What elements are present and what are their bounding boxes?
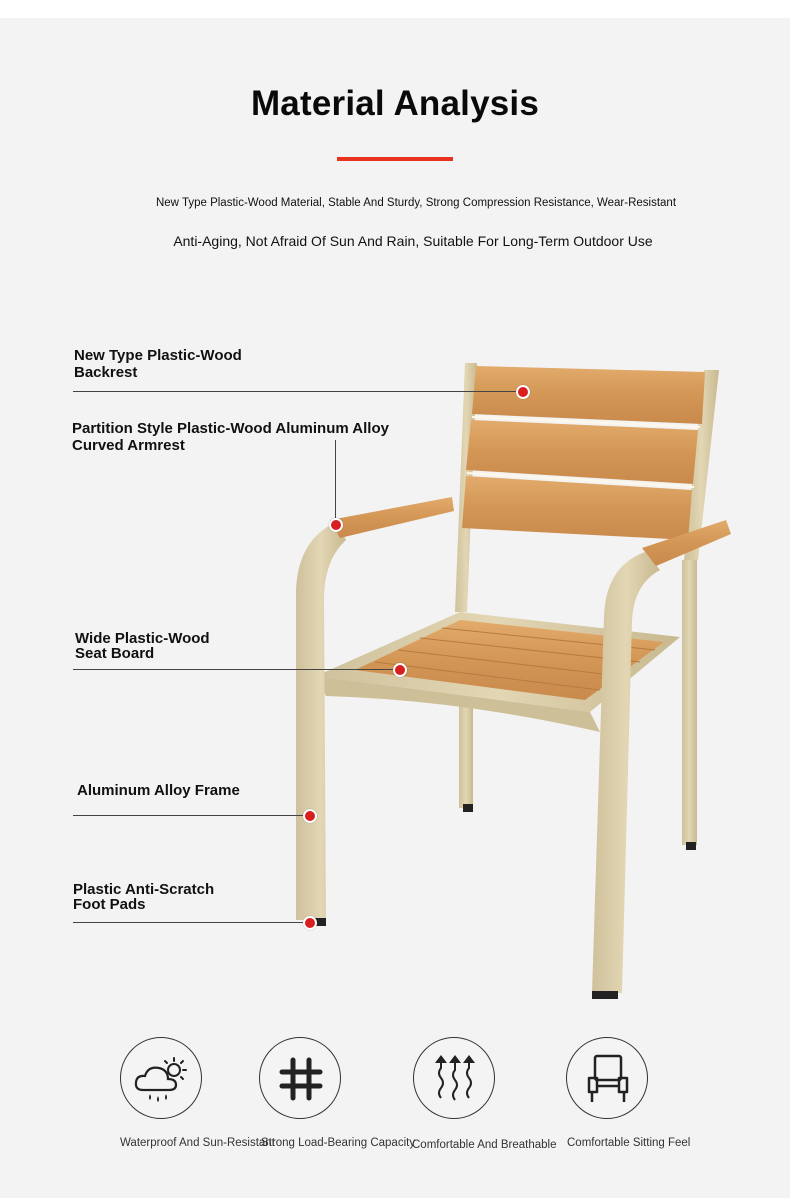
feature-sitting-feel [566, 1037, 648, 1119]
callout-armrest-line2: Curved Armrest [72, 437, 185, 454]
callout-footpads-line1: Plastic Anti-Scratch [73, 881, 215, 898]
feature-breathable [413, 1037, 495, 1119]
cloud-sun-rain-icon [121, 1038, 203, 1120]
page-title: Material Analysis [250, 84, 540, 123]
callout-frame-leader [73, 815, 310, 816]
marker-backrest [516, 385, 530, 399]
callout-backrest-line1: New Type Plastic-Wood [74, 347, 242, 364]
callout-seat-line1: Wide Plastic-Wood [75, 630, 210, 647]
callout-seat [75, 631, 210, 661]
subtitle-line-2: Anti-Aging, Not Afraid Of Sun And Rain, Suitable For Long-Term Outdoor Use [173, 233, 653, 249]
chair-icon [567, 1038, 649, 1120]
callout-seat-line2: Seat Board [75, 645, 155, 662]
feature-label-load-bearing: Strong Load-Bearing Capacity [261, 1137, 416, 1149]
callout-seat-leader [73, 669, 400, 670]
callout-frame [77, 782, 240, 799]
marker-footpads [303, 916, 317, 930]
marker-seat [393, 663, 407, 677]
marker-armrest [329, 518, 343, 532]
callout-footpads-leader [73, 922, 310, 923]
callout-armrest [72, 420, 389, 454]
feature-label-waterproof: Waterproof And Sun-Resistant [120, 1137, 275, 1149]
callout-frame-line1: Aluminum Alloy Frame [77, 782, 240, 799]
feature-label-breathable: Comfortable And Breathable [412, 1139, 557, 1151]
breathable-arrows-icon [414, 1038, 496, 1120]
feature-load-bearing [259, 1037, 341, 1119]
subtitle-line-1: New Type Plastic-Wood Material, Stable And Sturdy, Strong Compression Resistance, Wear-Resistant [155, 197, 677, 209]
feature-waterproof [120, 1037, 202, 1119]
callout-backrest [74, 347, 242, 381]
marker-frame [303, 809, 317, 823]
callout-backrest-line2: Backrest [74, 364, 138, 381]
callout-footpads-line2: Foot Pads [73, 896, 146, 913]
callout-armrest-line1: Partition Style Plastic-Wood Aluminum Alloy [72, 420, 389, 437]
feature-label-sitting-feel: Comfortable Sitting Feel [567, 1137, 691, 1149]
callout-footpads [73, 882, 214, 912]
callout-backrest-leader [73, 391, 523, 392]
callout-armrest-leader [335, 440, 336, 525]
hash-grid-icon [260, 1038, 342, 1120]
